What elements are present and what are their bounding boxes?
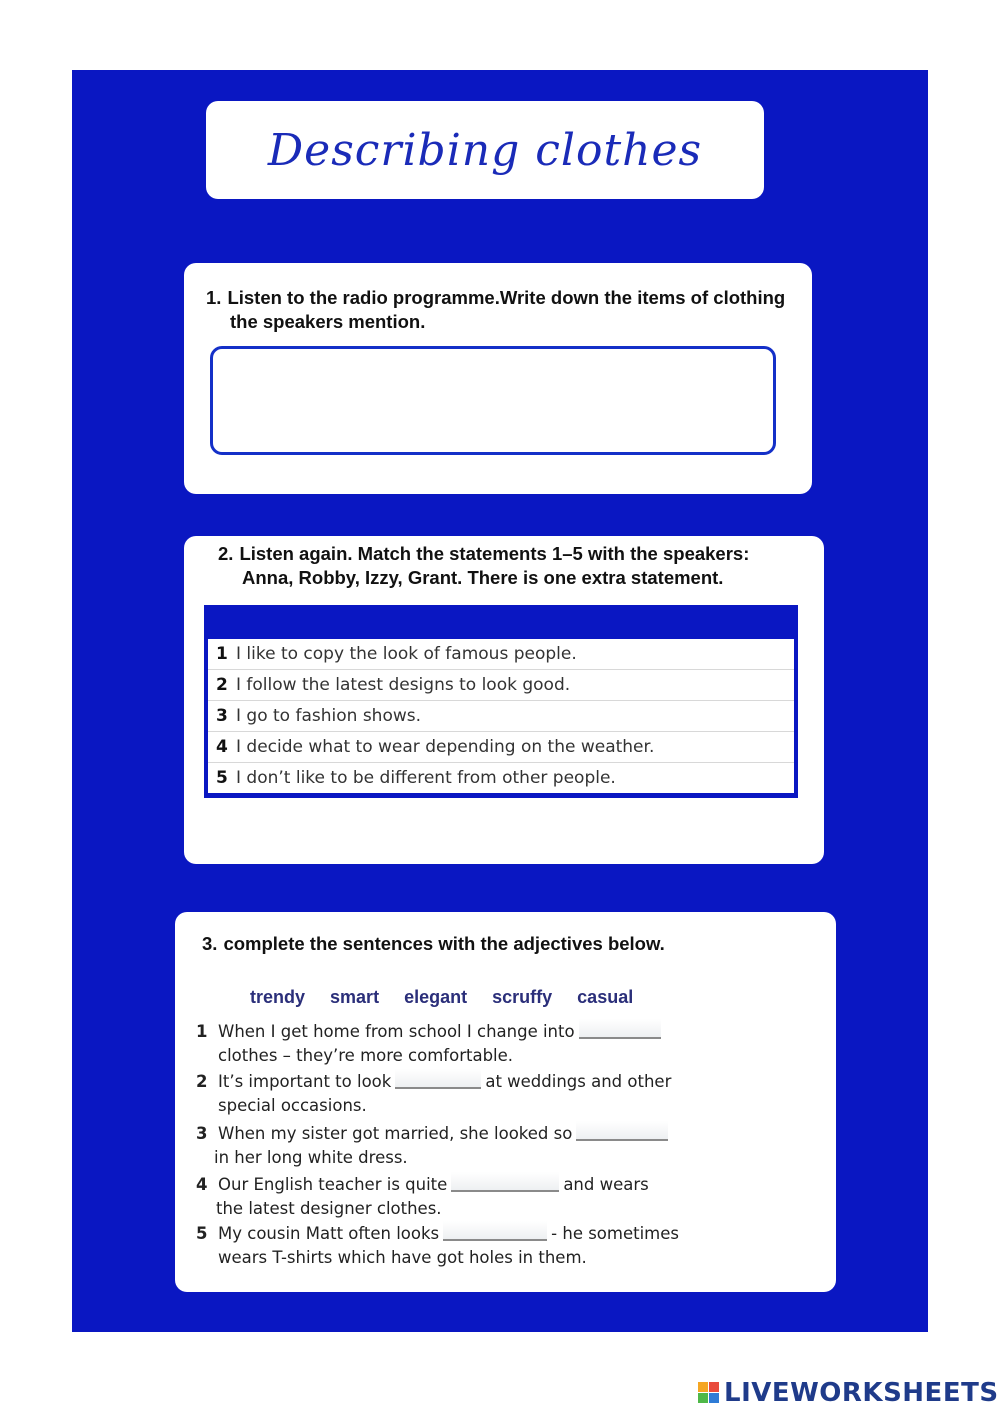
- table-row: [208, 701, 794, 731]
- statement-text: I don’t like to be different from other people.: [236, 768, 616, 788]
- adjective-word-bank: [250, 987, 653, 1008]
- speaker-answer-cell[interactable]: [698, 639, 794, 669]
- adjective-word: elegant: [404, 987, 468, 1007]
- title-banner: [206, 101, 764, 199]
- speaker-answer-input[interactable]: [698, 701, 798, 733]
- answer-blank[interactable]: [576, 1121, 668, 1141]
- exercise-1-number: 1.: [206, 287, 222, 308]
- table-row: [208, 763, 794, 793]
- statement-number: 1: [216, 644, 228, 664]
- speaker-answer-cell[interactable]: [698, 763, 794, 793]
- sentence-4: 4 Our English teacher is quite and wears the latest designer clothes.: [196, 1172, 716, 1221]
- sentence-3: 3 When my sister got married, she looked so in her long white dress.: [196, 1121, 716, 1170]
- statement-text: I go to fashion shows.: [236, 706, 422, 726]
- sentence-5: 5 My cousin Matt often looks - he sometimes wears T-shirts which have got holes in them.: [196, 1221, 716, 1270]
- page-title: Describing clothes: [267, 124, 703, 176]
- statement-text: I follow the latest designs to look good.: [236, 675, 571, 695]
- answer-blank[interactable]: [443, 1221, 547, 1241]
- speaker-answer-cell[interactable]: [698, 701, 794, 731]
- speaker-answer-input[interactable]: [698, 732, 798, 764]
- exercise-3-number: 3.: [202, 933, 218, 954]
- adjective-word: smart: [330, 987, 380, 1007]
- speaker-answer-input[interactable]: [698, 639, 798, 671]
- statement-number: 4: [216, 737, 228, 757]
- adjective-word: scruffy: [492, 987, 553, 1007]
- speaker-answer-cell[interactable]: [698, 670, 794, 700]
- statement-number: 2: [216, 675, 228, 695]
- liveworksheets-logo: [698, 1377, 999, 1409]
- liveworksheets-logo-icon: [698, 1382, 720, 1404]
- clothing-answer-input[interactable]: [220, 356, 764, 445]
- statement-number: 3: [216, 706, 228, 726]
- matching-table: [204, 605, 798, 798]
- statement-number: 5: [216, 768, 228, 788]
- adjective-word: trendy: [250, 987, 306, 1007]
- exercise-1-instruction: 1. Listen to the radio programme.Write down the items of clothing the speakers mention.: [206, 287, 786, 332]
- speaker-answer-input[interactable]: [698, 670, 798, 702]
- logo-text: LIVEWORKSHEETS: [724, 1378, 999, 1408]
- table-row: [208, 732, 794, 762]
- exercise-2-number: 2.: [218, 543, 234, 564]
- answer-blank[interactable]: [395, 1069, 481, 1089]
- answer-blank[interactable]: [579, 1019, 661, 1039]
- exercise-2-instruction: 2. Listen again. Match the statements 1–5 with the speakers: Anna, Robby, Izzy, Grant. There is one extra statement.: [218, 543, 750, 588]
- table-row: [208, 639, 794, 669]
- statement-text: I like to copy the look of famous people.: [236, 644, 577, 664]
- statement-text: I decide what to wear depending on the weather.: [236, 737, 655, 757]
- exercise-3-instruction: 3. complete the sentences with the adjectives below.: [202, 933, 665, 954]
- sentence-2: 2 It’s important to look at weddings and other special occasions.: [196, 1069, 716, 1118]
- speaker-answer-input[interactable]: [698, 763, 798, 795]
- adjective-word: casual: [577, 987, 634, 1007]
- table-row: [208, 670, 794, 700]
- sentence-1: 1 When I get home from school I change into clothes – they’re more comfortable.: [196, 1019, 716, 1068]
- speaker-answer-cell[interactable]: [698, 732, 794, 762]
- matching-table-header: [204, 605, 798, 637]
- answer-blank[interactable]: [451, 1172, 559, 1192]
